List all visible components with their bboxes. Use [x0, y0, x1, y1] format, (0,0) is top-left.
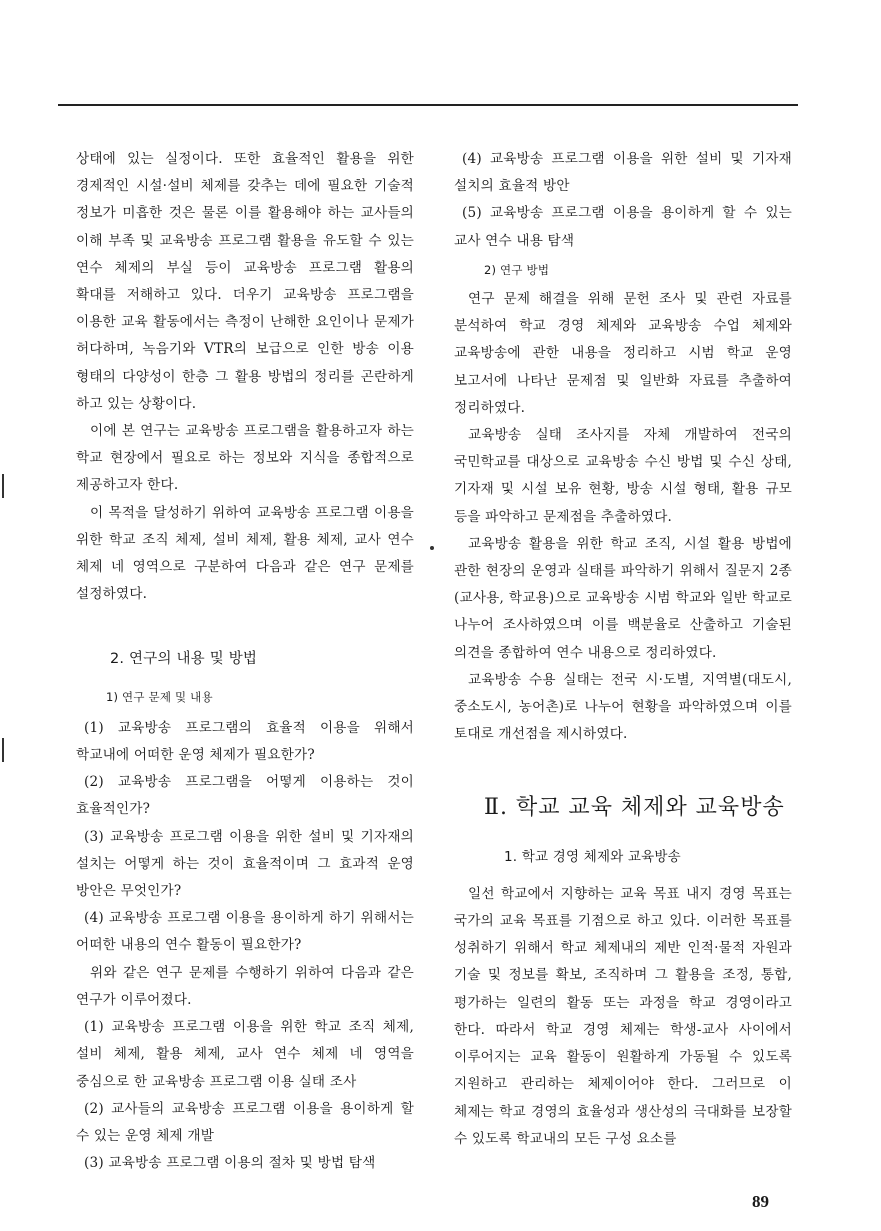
margin-mark: [2, 474, 4, 498]
section-heading: 2. 연구의 내용 및 방법: [110, 651, 258, 668]
research-question: (4) 교육방송 프로그램 이용을 용이하게 하기 위해서는 어떠한 내용의 연수 활동이 필요한가?: [76, 910, 414, 954]
paragraph: 교육방송 활용을 위한 학교 조직, 시설 활용 방법에 관한 현장의 운영과 실태를 파악하기 위해서 질문지 2종(교사용, 학교용)으로 교육방송 시범 학교와 일반 학교로 나누어 조사하였으며 이를 백분율로 산출하고 기술된 의견을 종합하여 연수 내용으로 정리하였다.: [454, 535, 792, 661]
research-item: (3) 교육방송 프로그램 이용의 절차 및 방법 탐색: [84, 1155, 376, 1172]
margin-dot: [430, 546, 434, 550]
paragraph: 교육방송 실태 조사지를 자체 개발하여 전국의 국민학교를 대상으로 교육방송 수신 방법 및 수신 상태, 기자재 및 시설 보유 현황, 방송 시설 형태, 활용 규모 등을 파악하고 문제점을 추출하였다.: [454, 427, 792, 525]
paragraph: 이 목적을 달성하기 위하여 교육방송 프로그램 이용을 위한 학교 조직 체제, 설비 체제, 활용 체제, 교사 연수 체제 네 영역으로 구분하여 다음과 같은 연구 문제를 설정하였다.: [76, 504, 414, 603]
subsection-heading: 1) 연구 문제 및 내용: [106, 689, 213, 704]
section-heading: 1. 학교 경영 체제와 교육방송: [504, 848, 681, 865]
research-item: (5) 교육방송 프로그램 이용을 용이하게 할 수 있는 교사 연수 내용 탐색: [454, 205, 792, 249]
research-question: (2) 교육방송 프로그램을 어떻게 이용하는 것이 효율적인가?: [76, 774, 414, 818]
right-column: [454, 146, 792, 1153]
research-question: (3) 교육방송 프로그램 이용을 위한 설비 및 기자재의 설치는 어떻게 하는 것이 효율적이며 그 효과적 운영 방안은 무엇인가?: [76, 828, 414, 900]
paragraph: 이에 본 연구는 교육방송 프로그램을 활용하고자 하는 학교 현장에서 필요로 하는 정보와 지식을 종합적으로 제공하고자 한다.: [76, 423, 414, 494]
paragraph: 교육방송 수용 실태는 전국 시·도별, 지역별(대도시, 중소도시, 농어촌)로 나누어 현황을 파악하였으며 이를 토대로 개선점을 제시하였다.: [454, 671, 792, 743]
margin-mark: [2, 738, 4, 762]
paragraph: 상태에 있는 실정이다. 또한 효율적인 활용을 위한 경제적인 시설·설비 체제를 갖추는 데에 필요한 기술적 정보가 미흡한 것은 물론 이를 활용해야 하는 교사들의 이해 부족 및 교육방송 프로그램 활용을 유도할 수 있는 연수 체제의 부실 등이 교육방송 프로그램 활용의 확대를 저해하고 있다. 더우기 교육방송 프로그램을 이용한 교육 활동에서는 측정이 난해한 요인이나 문제가 허다하며, 녹음기와 VTR의 보급으로 인한 방송 이용 형태의 다양성이 한층 그 활용 방법의 정리를 곤란하게 하고 있는 상황이다.: [76, 151, 414, 412]
chapter-heading: Ⅱ. 학교 교육 체제와 교육방송: [484, 795, 785, 821]
research-item: (1) 교육방송 프로그램 이용을 위한 학교 조직 체제, 설비 체제, 활용 체제, 교사 연수 체제 네 영역을 중심으로 한 교육방송 프로그램 이용 실태 조사: [76, 1019, 414, 1090]
research-item: (2) 교사들의 교육방송 프로그램 이용을 용이하게 할 수 있는 운영 체제 개발: [76, 1100, 414, 1144]
left-column: [76, 146, 414, 1177]
paragraph: 위와 같은 연구 문제를 수행하기 위하여 다음과 같은 연구가 이루어졌다.: [76, 964, 414, 1008]
paragraph: 연구 문제 해결을 위해 문헌 조사 및 관련 자료를 분석하여 학교 경영 체제와 교육방송 수업 체제와 교육방송에 관한 내용을 정리하고 시범 학교 운영 보고서에 나타난 문제점 및 일반화 자료를 추출하여 정리하였다.: [454, 291, 792, 416]
paragraph: 일선 학교에서 지향하는 교육 목표 내지 경영 목표는 국가의 교육 목표를 기점으로 하고 있다. 이러한 목표를 성취하기 위해서 학교 체제내의 제반 인적·물적 자원과 기술 및 정보를 확보, 조직하며 그 활용을 조정, 통합, 평가하는 일련의 활동 또는 과정을 학교 경영이라고 한다. 따라서 학교 경영 체제는 학생-교사 사이에서 이루어지는 교육 활동이 원활하게 가동될 수 있도록 지원하고 관리하는 체제이어야 한다. 그러므로 이 체제는 학교 경영의 효율성과 생산성의 극대화를 보장할 수 있도록 학교내의 모든 구성 요소를: [454, 885, 792, 1147]
header-rule: [58, 104, 798, 106]
research-item: (4) 교육방송 프로그램 이용을 위한 설비 및 기자재 설치의 효율적 방안: [454, 151, 792, 195]
page-number: 89: [752, 1192, 769, 1211]
research-question: (1) 교육방송 프로그램의 효율적 이용을 위해서 학교내에 어떠한 운영 체제가 필요한가?: [76, 719, 414, 764]
subsection-heading: 2) 연구 방법: [484, 262, 550, 277]
